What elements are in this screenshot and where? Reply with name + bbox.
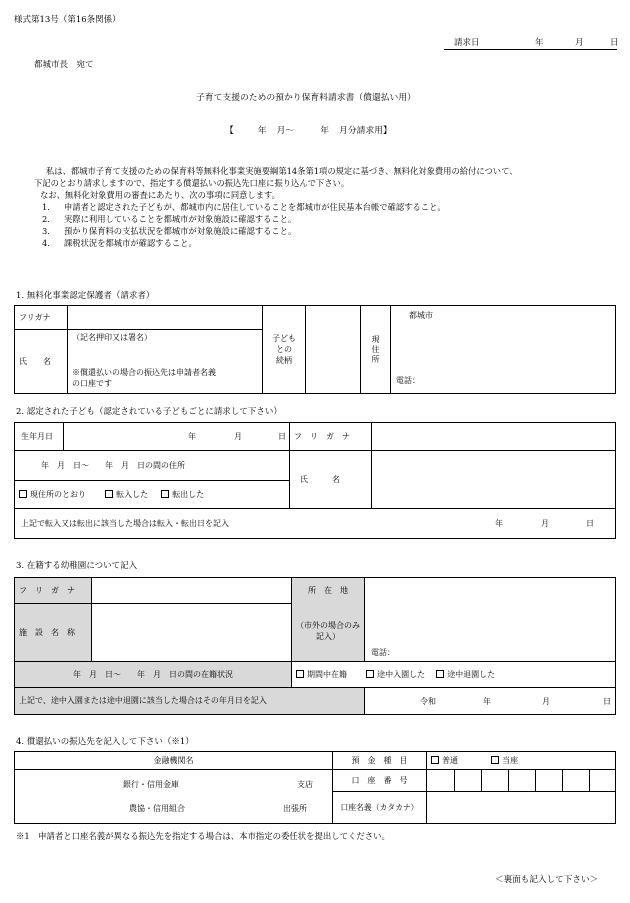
request-year-unit: 年 <box>535 38 544 48</box>
account-holder-label: 口座名義（カタカナ） <box>333 792 427 824</box>
current-checkbox[interactable]: 当座 <box>491 756 518 765</box>
addressee: 都城市長 宛て <box>34 60 94 70</box>
period-year1: 年 <box>257 126 267 136</box>
intro-text <box>34 165 604 249</box>
ordinary-checkbox[interactable]: 普通 <box>431 756 458 765</box>
intro-line-3: なお、無料化対象費用の審査にあたり、次の事項に同意します。 <box>40 190 280 200</box>
left-midway-checkbox[interactable]: 途中退園した <box>436 670 495 679</box>
move-day-unit: 日 <box>586 519 594 528</box>
full-period-checkbox[interactable]: 期間中在籍 <box>296 670 347 679</box>
birth-year-unit: 年 <box>188 432 196 441</box>
child-table <box>14 422 616 539</box>
relation-field[interactable] <box>306 306 361 394</box>
period-tail: 月分請求用】 <box>339 126 392 136</box>
bank-name-field[interactable] <box>15 770 333 824</box>
consent-item: 3. 預かり保育料の支払状況を都城市が対象施設に確認すること。 <box>42 226 297 236</box>
relation-label: 子ども との 続柄 <box>263 306 306 394</box>
enrollment-options <box>292 662 616 688</box>
office-label: 出張所 <box>283 804 307 813</box>
kindergarten-table <box>14 577 616 715</box>
facility-name-label: 施 設 名 称 <box>15 604 92 662</box>
request-month-unit: 月 <box>575 38 584 48</box>
account-note-2: の口座です <box>72 379 112 388</box>
child-name-label: 氏 名 <box>290 451 372 509</box>
address-field[interactable] <box>391 306 616 394</box>
child-furigana-field[interactable] <box>372 423 616 451</box>
change-day-unit: 日 <box>603 697 611 706</box>
account-digit-7[interactable] <box>590 770 616 792</box>
moved-in-checkbox[interactable]: 転入した <box>105 490 148 499</box>
footnote: ※1 申請者と口座名義が異なる振込先を指定する場合は、本市指定の委任状を提出してください。 <box>16 831 390 841</box>
page-title: 子育て支援のための預かり保育料請求書（償還払い用） <box>196 93 416 103</box>
change-year-unit: 年 <box>483 697 491 706</box>
guardian-furigana-field[interactable] <box>68 306 263 330</box>
intro-line-2: 下記のとおり請求しますので、指定する償還払いの振込先口座に振り込んで下さい。 <box>34 178 350 188</box>
period-year2: 年 <box>320 126 330 136</box>
address-label: 現 住 所 <box>361 306 391 394</box>
guardian-furigana-label: フリガナ <box>15 306 68 330</box>
guardian-name-label: 氏 名 <box>15 330 68 394</box>
section2-heading: 2. 認定された子ども（認定されている子どもごとに請求して下さい） <box>16 407 282 417</box>
location-label: 所 在 地 （市外の場合のみ 記入） <box>292 578 365 662</box>
era-label: 令和 <box>420 697 436 706</box>
kg-phone-label: 電話： <box>371 648 395 657</box>
account-digit-3[interactable] <box>482 770 509 792</box>
joined-midway-checkbox[interactable]: 途中入園した <box>366 670 425 679</box>
account-digit-5[interactable] <box>536 770 563 792</box>
enrollment-change-note: 上記で、途中入園または途中退園に該当した場合はその年月日を記入 <box>15 688 365 715</box>
kg-furigana-label: フ リ ガ ナ <box>15 578 92 604</box>
move-date-row[interactable] <box>15 509 616 539</box>
request-date <box>444 38 617 50</box>
account-number-label: 口 座 番 号 <box>333 770 427 792</box>
birth-date-label: 生年月日 <box>21 432 53 441</box>
request-date-label: 請求日 <box>454 38 480 48</box>
location-field[interactable] <box>365 578 616 662</box>
claim-period <box>225 126 392 137</box>
account-digit-6[interactable] <box>563 770 590 792</box>
child-name-field[interactable] <box>372 451 616 509</box>
consent-item: 4. 課税状況を都城市が確認すること。 <box>42 238 197 248</box>
birth-day-unit: 日 <box>278 432 286 441</box>
section1-heading: 1. 無料化事業認定保護者（請求者） <box>16 291 155 301</box>
account-holder-field[interactable] <box>427 792 616 824</box>
enrollment-label: 年 月 日～ 年 月 日の間の在籍状況 <box>15 662 292 688</box>
form-number: 様式第13号（第16条関係） <box>14 15 121 25</box>
same-address-checkbox[interactable]: 現住所のとおり <box>19 490 86 499</box>
seal-note: （記名押印又は署名） <box>72 333 152 342</box>
period-open: 【 <box>225 126 234 136</box>
guardian-phone-label: 電話： <box>396 376 420 385</box>
account-digit-2[interactable] <box>455 770 482 792</box>
move-month-unit: 月 <box>541 519 549 528</box>
facility-name-field[interactable] <box>92 604 292 662</box>
consent-item: 2. 実際に利用していることを都城市が対象施設に確認すること。 <box>42 214 297 224</box>
address-city: 都城市 <box>409 311 433 320</box>
kg-furigana-field[interactable] <box>92 578 292 604</box>
account-note-1: ※償還払いの場合の振込先は申請者名義 <box>72 368 216 377</box>
request-day-unit: 日 <box>610 38 619 48</box>
residence-options <box>15 481 290 509</box>
section4-heading: 4. 償還払いの振込先を記入して下さい（※1） <box>16 737 194 747</box>
account-digit-1[interactable] <box>427 770 455 792</box>
agri-types-label: 農協・信用組合 <box>129 804 185 813</box>
consent-item: 1. 申請者と認定された子どもが、都城市内に居住していることを都城市が住民基本台帳で確認すること。 <box>42 202 446 212</box>
child-furigana-label: フ リ ガ ナ <box>290 423 372 451</box>
birth-date-cell[interactable] <box>15 423 290 451</box>
moved-out-checkbox[interactable]: 転出した <box>161 490 204 499</box>
bank-name-label: 金融機関名 <box>15 752 333 770</box>
birth-month-unit: 月 <box>234 432 242 441</box>
intro-line-1: 私は、都城市子育て支援のための保育料等無料化事業実施要綱第14条第1項の規定に基づき、無料化対象費用の給付について、 <box>46 166 518 176</box>
section3-heading: 3. 在籍する幼稚園について記入 <box>16 561 138 571</box>
deposit-type-options <box>427 752 616 770</box>
period-month1: 月～ <box>276 126 295 136</box>
account-digit-4[interactable] <box>509 770 536 792</box>
change-month-unit: 月 <box>542 697 550 706</box>
back-side-note: ＜裏面も記入して下さい＞ <box>495 875 599 885</box>
residence-period-label: 年 月 日～ 年 月 日の間の住所 <box>15 451 290 481</box>
bank-table <box>14 751 616 824</box>
move-year-unit: 年 <box>495 519 503 528</box>
move-date-note: 上記で転入又は転出に該当した場合は転入・転出日を記入 <box>21 519 229 528</box>
guardian-name-field[interactable] <box>68 330 263 394</box>
bank-types-label: 銀行・信用金庫 <box>123 780 179 789</box>
enrollment-change-date[interactable] <box>365 688 616 715</box>
deposit-type-label: 預 金 種 目 <box>333 752 427 770</box>
branch-label: 支店 <box>297 780 313 789</box>
guardian-table <box>14 305 616 394</box>
